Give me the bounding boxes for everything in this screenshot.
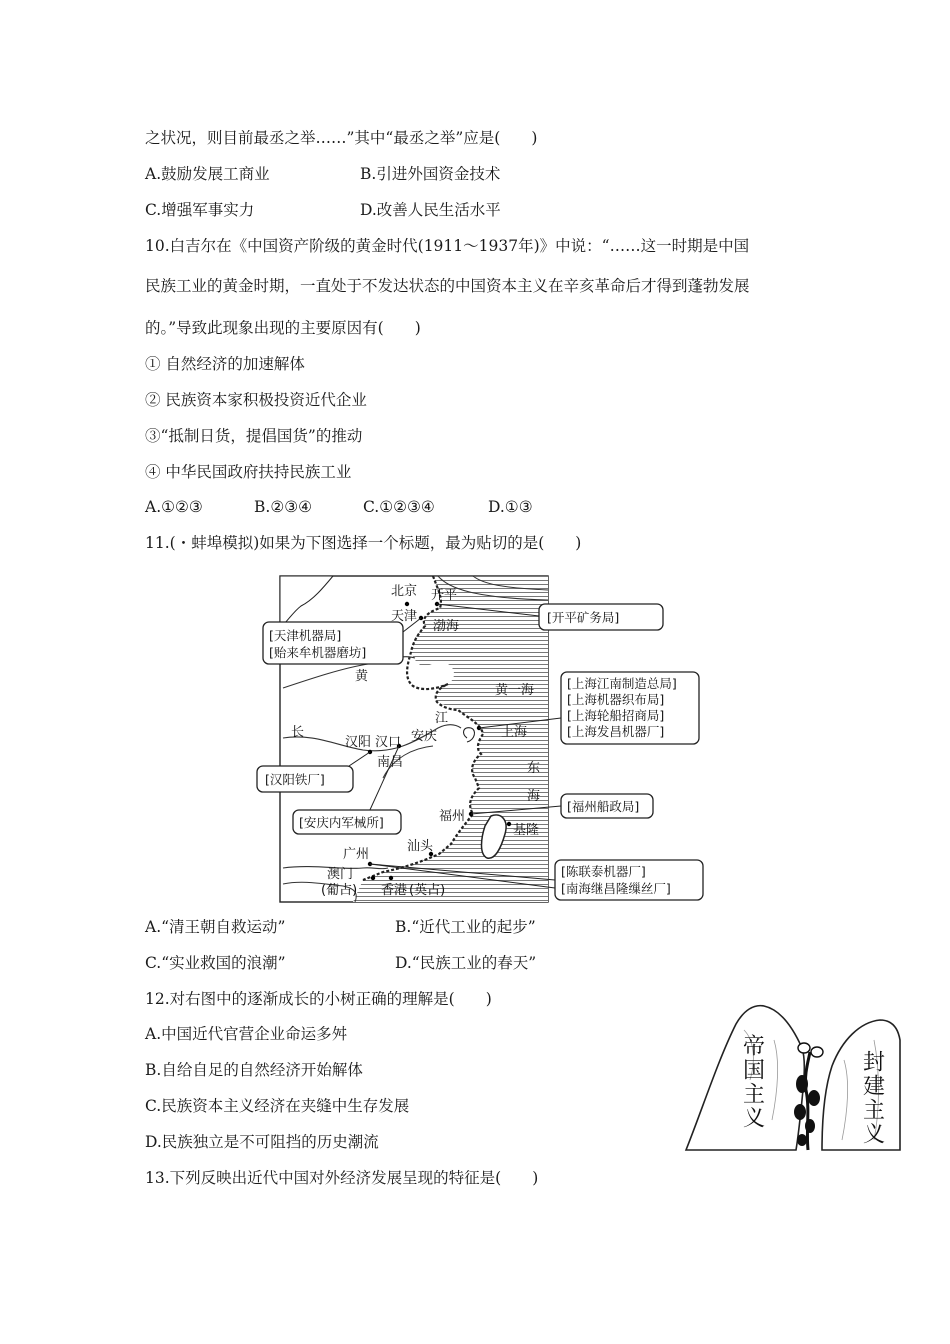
- label-dong: 东: [527, 761, 541, 776]
- box-south-1: [陈联泰机器厂]: [561, 864, 646, 879]
- label-huanghai: 黄一海: [495, 683, 535, 698]
- hongkong-dot: [389, 876, 393, 880]
- q10-item-3: ③“抵制日货，提倡国货”的推动: [145, 427, 363, 445]
- label-macau: 澳门: [327, 867, 354, 882]
- macau-dot: [371, 876, 375, 880]
- label-hanyang: 汉阳: [345, 735, 372, 750]
- sapling-leaf-1: [796, 1075, 808, 1093]
- q9-option-b: B.引进外国资金技术: [360, 165, 501, 183]
- sapling-bud-right: [811, 1047, 823, 1057]
- label-guangzhou: 广州: [343, 847, 370, 862]
- label-feudalism: 封建主义: [859, 1050, 885, 1146]
- q12-option-a: A.中国近代官营企业命运多舛: [145, 1025, 348, 1043]
- q9-option-c: C.增强军事实力: [145, 201, 255, 219]
- label-macau-note: (葡占): [321, 883, 358, 898]
- label-bohai: 渤海: [433, 619, 460, 634]
- label-nanchang: 南昌: [377, 755, 404, 770]
- q11-option-c: C.“实业救国的浪潮”: [145, 954, 286, 972]
- label-hai: 海: [527, 789, 541, 804]
- q10-option-a: A.①②③: [145, 498, 203, 516]
- q10-item-4: ④ 中华民国政府扶持民族工业: [145, 463, 352, 481]
- beijing-dot: [405, 602, 409, 606]
- industry-map: [243, 568, 705, 906]
- box-shanghai-2: [上海机器织布局]: [567, 692, 665, 707]
- box-shanghai-3: [上海轮船招商局]: [567, 708, 665, 723]
- label-shantou: 汕头: [407, 839, 434, 854]
- label-kaiping: 开平: [431, 588, 458, 603]
- box-kaiping-mine: [开平矿务局]: [547, 610, 620, 625]
- q10-item-1: ① 自然经济的加速解体: [145, 355, 305, 373]
- label-chang: 长: [291, 725, 305, 740]
- q13-stem: 13.下列反映出近代中国对外经济发展呈现的特征是( ): [145, 1169, 539, 1187]
- box-hanyang-iron: [汉阳铁厂]: [265, 772, 325, 787]
- label-hongkong-note: (英占): [409, 883, 446, 898]
- box-tianjin-2: [贻来牟机器磨坊]: [269, 645, 367, 660]
- box-south-2: [南海继昌隆缫丝厂]: [561, 881, 671, 896]
- q10-option-b: B.②③④: [254, 498, 313, 516]
- label-huang: 黄: [355, 669, 369, 684]
- sapling-bud-left: [798, 1043, 810, 1053]
- q10-stem-line3: 的。”导致此现象出现的主要原因有( ): [145, 319, 421, 337]
- label-tianjin: 天津: [391, 609, 418, 624]
- sapling-leaf-4: [805, 1119, 815, 1133]
- box-fuzhou-navy: [福州船政局]: [567, 799, 640, 814]
- sapling-cartoon: [684, 1000, 902, 1154]
- sapling-leaf-2: [808, 1090, 820, 1106]
- sapling-leaf-3: [794, 1104, 806, 1120]
- q10-option-c: C.①②③④: [363, 498, 435, 516]
- q10-stem-line1: 10.白吉尔在《中国资产阶级的黄金时代(1911～1937年)》中说：“……这一时期是中国: [145, 237, 750, 255]
- q11-option-b: B.“近代工业的起步”: [395, 918, 536, 936]
- box-shanghai-1: [上海江南制造总局]: [567, 676, 677, 691]
- q10-stem-line2: 民族工业的黄金时期，一直处于不发达状态的中国资本主义在辛亥革命后才得到蓬勃发展: [145, 277, 750, 295]
- q12-option-c: C.民族资本主义经济在夹缝中生存发展: [145, 1097, 410, 1115]
- jilong-dot: [507, 822, 511, 826]
- q12-option-b: B.自给自足的自然经济开始解体: [145, 1061, 363, 1079]
- box-tianjin-1: [天津机器局]: [269, 628, 342, 643]
- label-jilong: 基隆: [513, 823, 540, 838]
- label-hongkong: 香港: [381, 883, 408, 898]
- q10-option-d: D.①③: [488, 498, 533, 516]
- q9-stem-tail: 之状况，则目前最丞之举……”其中“最丞之举”应是( ): [145, 129, 538, 147]
- label-hankou: 汉口: [375, 735, 402, 750]
- q12-option-d: D.民族独立是不可阻挡的历史潮流: [145, 1133, 379, 1151]
- label-beijing: 北京: [391, 584, 418, 599]
- box-shanghai-4: [上海发昌机器厂]: [567, 724, 665, 739]
- label-shanghai: 上海: [501, 725, 528, 740]
- sapling-leaf-5: [797, 1134, 807, 1146]
- q9-option-a: A.鼓励发展工商业: [145, 165, 270, 183]
- q9-option-d: D.改善人民生活水平: [360, 201, 501, 219]
- q10-item-2: ② 民族资本家积极投资近代企业: [145, 391, 367, 409]
- q12-stem: 12.对右图中的逐渐成长的小树正确的理解是( ): [145, 990, 492, 1008]
- q11-option-d: D.“民族工业的春天”: [395, 954, 537, 972]
- box-anqing-arsenal: [安庆内军械所]: [299, 815, 384, 830]
- q11-stem: 11.(・蚌埠模拟)如果为下图选择一个标题，最为贴切的是( ): [145, 534, 582, 552]
- q11-option-a: A.“清王朝自救运动”: [145, 918, 286, 936]
- label-fuzhou: 福州: [439, 809, 466, 824]
- label-anqing: 安庆: [411, 729, 438, 744]
- label-imperialism: 帝国主义: [739, 1034, 765, 1130]
- label-jiang: 江: [435, 711, 449, 726]
